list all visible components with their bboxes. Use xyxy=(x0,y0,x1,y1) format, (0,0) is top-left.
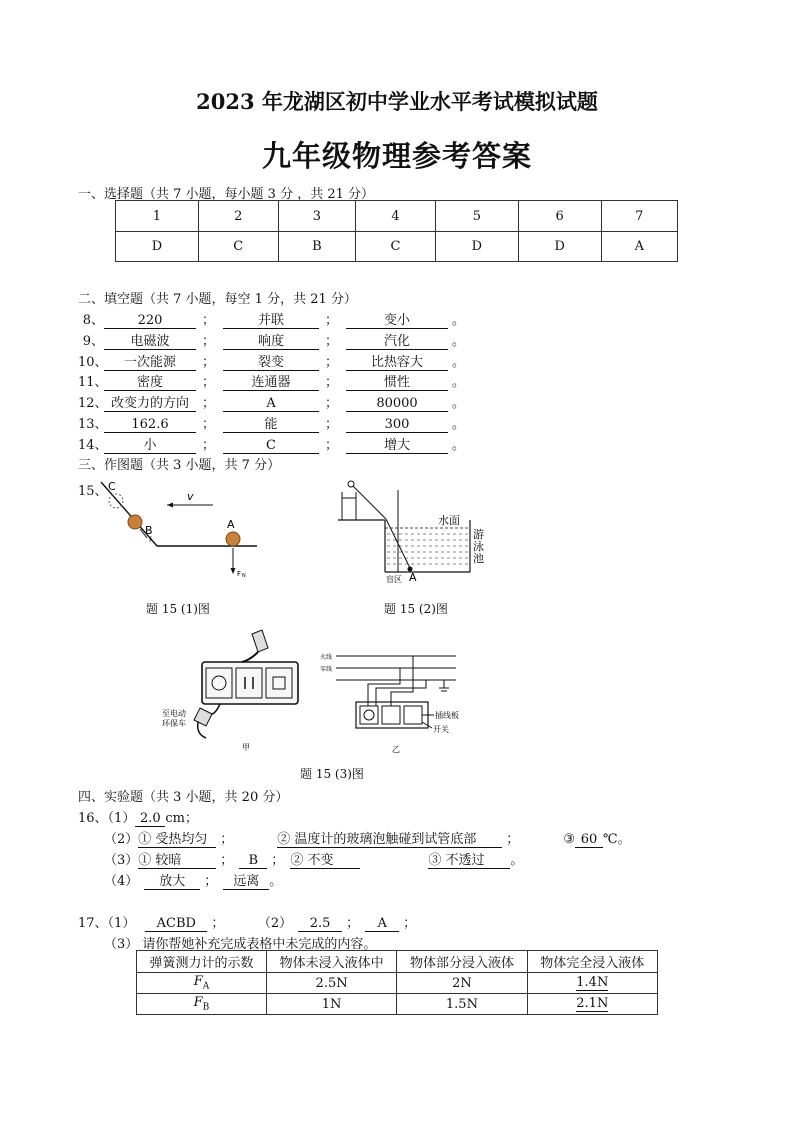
table-row xyxy=(137,973,658,994)
q16-line4 xyxy=(104,870,282,890)
label-f: f xyxy=(149,536,152,544)
figure-15-3-caption: 题 15 (3)图 xyxy=(300,767,364,781)
q16-line2 xyxy=(104,828,631,848)
separator: ； xyxy=(271,853,285,868)
part-prefix: （4） xyxy=(104,874,139,889)
question-number: 11、 xyxy=(78,375,108,391)
q16-line3 xyxy=(104,849,523,869)
separator: ； xyxy=(202,313,216,328)
question-number: 14、 xyxy=(78,437,108,453)
answer-blank: 能 xyxy=(223,417,319,433)
fill-in-row xyxy=(78,351,465,371)
q16-answer: 放大 xyxy=(144,874,200,890)
socket-two-pin xyxy=(382,706,400,724)
car-label-line2: 环保车 xyxy=(162,719,186,728)
figure-15-1-incline xyxy=(95,478,275,583)
period: 。 xyxy=(452,417,466,432)
label-a: A xyxy=(409,571,417,584)
table-cell-answer xyxy=(527,973,657,994)
period: 。 xyxy=(452,333,466,349)
plug-icon xyxy=(252,630,268,652)
period: 。 xyxy=(452,396,466,412)
label-fn-sub: N xyxy=(242,573,246,579)
separator: ； xyxy=(403,916,417,931)
force-subscript: B xyxy=(202,1002,210,1013)
answer-blank: 响度 xyxy=(223,334,319,350)
answer-blank: 80000 xyxy=(346,396,448,412)
label-yi: 乙 xyxy=(392,745,400,754)
q17-answer: A xyxy=(365,916,399,932)
section4-heading: 四、实验题（共 3 小题，共 20 分） xyxy=(78,790,289,805)
q16-answer: 远离 xyxy=(223,874,269,890)
pool-label-1: 游 xyxy=(473,528,484,541)
unit: ℃。 xyxy=(602,832,631,847)
label-v: v xyxy=(187,490,194,503)
choice-answer: A xyxy=(601,232,677,262)
wire xyxy=(368,668,400,706)
answer-value: 2.1N xyxy=(576,996,609,1011)
force-symbol: F xyxy=(193,974,203,990)
answer-blank: 并联 xyxy=(223,313,319,329)
neutral-wire-label: 零线 xyxy=(320,666,333,673)
column-header: 物体完全浸入液体 xyxy=(527,951,657,973)
separator: ； xyxy=(220,853,234,868)
table-row xyxy=(137,994,658,1015)
separator: ； xyxy=(202,333,216,349)
pool-label-2: 泳 xyxy=(473,540,484,553)
row-label xyxy=(137,973,267,994)
period: 。 xyxy=(452,375,466,391)
choice-answer: B xyxy=(278,232,355,262)
separator: ； xyxy=(211,916,225,931)
part-prefix: （2） xyxy=(264,916,293,931)
question-15-label: 15、 xyxy=(78,484,108,499)
choice-answer: C xyxy=(356,232,436,262)
wire xyxy=(391,656,413,706)
table-cell: 1.5N xyxy=(397,994,527,1015)
normal-force-arrow-head xyxy=(231,568,236,574)
ball-a xyxy=(226,532,240,546)
q16-answer: ② 不变 xyxy=(290,853,360,869)
separator: ； xyxy=(506,832,520,847)
car-plug-icon xyxy=(194,708,212,726)
question-number: 8、 xyxy=(82,313,104,328)
answer-key-title: 九年级物理参考答案 xyxy=(261,139,532,173)
question-number: 5 xyxy=(435,201,518,232)
choice-answer: D xyxy=(518,232,601,262)
separator: ； xyxy=(325,354,339,370)
label-a: A xyxy=(227,518,235,531)
separator: ； xyxy=(325,396,339,412)
section1-heading: 一、选择题（共 7 小题，每小题 3 分 ，共 21 分） xyxy=(78,187,375,202)
question-number: 4 xyxy=(356,201,436,232)
table-cell-answer xyxy=(527,994,657,1015)
q16-answer: 60 xyxy=(575,832,603,848)
figure-15-1-caption: 题 15 (1)图 xyxy=(146,602,210,616)
choice-answer: D xyxy=(116,232,199,262)
question-number: 6 xyxy=(518,201,601,232)
fill-in-row xyxy=(78,392,465,412)
separator: ； xyxy=(202,354,216,370)
section3-heading: 三、作图题（共 3 小题，共 7 分） xyxy=(78,458,281,473)
q16-answer: B xyxy=(239,853,267,869)
answer-blank: A xyxy=(223,396,319,412)
water-surface-label: 水面 xyxy=(438,514,460,527)
q16-answer: ① 受热均匀 xyxy=(138,832,216,848)
answer-blank: 小 xyxy=(104,438,196,454)
answer-blank: 连通器 xyxy=(223,375,319,391)
answer-blank: 变小 xyxy=(346,313,448,329)
question-number: 3 xyxy=(278,201,355,232)
separator: ； xyxy=(346,916,360,931)
plug-cable xyxy=(242,652,258,662)
question-number: 10、 xyxy=(78,354,108,370)
period: 。 xyxy=(269,874,283,889)
force-subscript: A xyxy=(202,981,210,992)
answer-blank: 220 xyxy=(104,313,196,329)
fill-in-row xyxy=(78,309,465,329)
q16-answer: 2.0 xyxy=(135,811,165,827)
label-fn: F xyxy=(237,570,242,578)
answer-blank: 密度 xyxy=(104,375,196,391)
separator: ； xyxy=(325,313,339,328)
period: 。 xyxy=(452,437,466,453)
table-row xyxy=(116,201,678,232)
separator: ； xyxy=(325,437,339,453)
live-wire-label: 火线 xyxy=(320,654,333,661)
separator: ； xyxy=(202,375,216,391)
unit: cm； xyxy=(165,811,198,826)
part-prefix: （2） xyxy=(104,832,139,847)
separator: ； xyxy=(204,874,218,889)
separator: ； xyxy=(325,417,339,432)
switch-box xyxy=(404,706,422,724)
column-header: 物体部分浸入液体 xyxy=(397,951,527,973)
q17-line2: （3） 请你帮她补充完成表格中未完成的内容。 xyxy=(104,937,377,952)
fill-in-row xyxy=(78,413,465,433)
table-cell: 1N xyxy=(266,994,396,1015)
exam-title: 2023 年龙湖区初中学业水平考试模拟试题 xyxy=(196,89,598,114)
answer-blank: 电磁波 xyxy=(104,334,196,350)
blind-zone-label: 盲区 xyxy=(386,575,402,584)
q16-line1 xyxy=(78,807,198,827)
label-jia: 甲 xyxy=(242,743,250,752)
figure-15-2-pool xyxy=(330,472,495,587)
separator: ； xyxy=(202,437,216,453)
answer-blank: 一次能源 xyxy=(104,355,196,371)
answer-blank: 增大 xyxy=(346,438,448,454)
fill-in-row xyxy=(78,371,465,391)
socket-face xyxy=(364,710,374,720)
buoyancy-table xyxy=(136,950,658,1015)
table-cell: 2.5N xyxy=(266,973,396,994)
choice-answer: C xyxy=(198,232,278,262)
label-b: B xyxy=(145,524,153,537)
answer-blank: C xyxy=(223,438,319,454)
pointer-line xyxy=(422,722,432,728)
figure-15-3-power-strip xyxy=(162,622,312,754)
table-row xyxy=(116,232,678,262)
column-header: 物体未浸入液体中 xyxy=(266,951,396,973)
separator: ； xyxy=(202,417,216,432)
q17-line1 xyxy=(78,912,416,932)
q17-answer: ACBD xyxy=(145,916,207,932)
question-number: 2 xyxy=(198,201,278,232)
fill-in-row xyxy=(78,330,465,350)
separator: ； xyxy=(220,832,234,847)
question-number: 12、 xyxy=(78,396,108,412)
power-strip-label: 插线板 xyxy=(435,711,459,720)
answer-blank: 300 xyxy=(346,417,448,433)
separator: ； xyxy=(325,375,339,391)
switch-label: 开关 xyxy=(433,725,449,734)
question-number: 9、 xyxy=(82,333,104,349)
part-prefix: （3） xyxy=(104,853,139,868)
separator: ； xyxy=(202,396,216,412)
q17-answer: 2.5 xyxy=(298,916,342,932)
q16-answer: ③ 不透过 xyxy=(428,853,510,869)
label-c: C xyxy=(108,480,116,493)
figure-15-2-caption: 题 15 (2)图 xyxy=(384,602,448,616)
table-cell: 2N xyxy=(397,973,527,994)
choice-answer-table xyxy=(115,200,678,262)
q16-prefix: 16、（1） xyxy=(78,811,136,826)
period: 。 xyxy=(452,313,466,328)
fill-in-row xyxy=(78,434,465,454)
light-ray-air xyxy=(353,486,386,519)
velocity-arrow-head xyxy=(167,503,173,508)
period: 。 xyxy=(510,853,524,868)
q16-answer: ② 温度计的玻璃泡触碰到试管底部 xyxy=(277,832,502,848)
answer-blank: 惯性 xyxy=(346,375,448,391)
section2-heading: 二、填空题（共 7 小题，每空 1 分，共 21 分） xyxy=(78,292,357,307)
ball-b xyxy=(128,515,142,529)
question-number: 1 xyxy=(116,201,199,232)
answer-blank: 裂变 xyxy=(223,355,319,371)
period: 。 xyxy=(452,354,466,370)
row-label xyxy=(137,994,267,1015)
separator: ； xyxy=(325,333,339,349)
figure-15-3-circuit xyxy=(316,648,466,756)
answer-blank: 162.6 xyxy=(104,417,196,433)
question-number: 7 xyxy=(601,201,677,232)
socket-three-pin xyxy=(360,706,378,724)
circle-number: ③ xyxy=(563,832,575,847)
q17-prefix: 17、（1） xyxy=(78,916,136,931)
answer-value: 1.4N xyxy=(576,975,609,990)
answer-blank: 比热容大 xyxy=(346,355,448,371)
question-number: 13、 xyxy=(78,417,108,432)
answer-blank: 汽化 xyxy=(346,334,448,350)
table-header-row xyxy=(137,951,658,973)
pool-label-3: 池 xyxy=(473,552,484,565)
ball-c-position xyxy=(109,494,123,508)
choice-answer: D xyxy=(435,232,518,262)
answer-blank: 改变力的方向 xyxy=(104,396,196,412)
force-symbol: F xyxy=(193,995,203,1011)
car-label-line1: 至电动 xyxy=(162,709,186,718)
q16-answer: ① 较暗 xyxy=(138,853,216,869)
column-header: 弹簧测力计的示数 xyxy=(137,951,267,973)
